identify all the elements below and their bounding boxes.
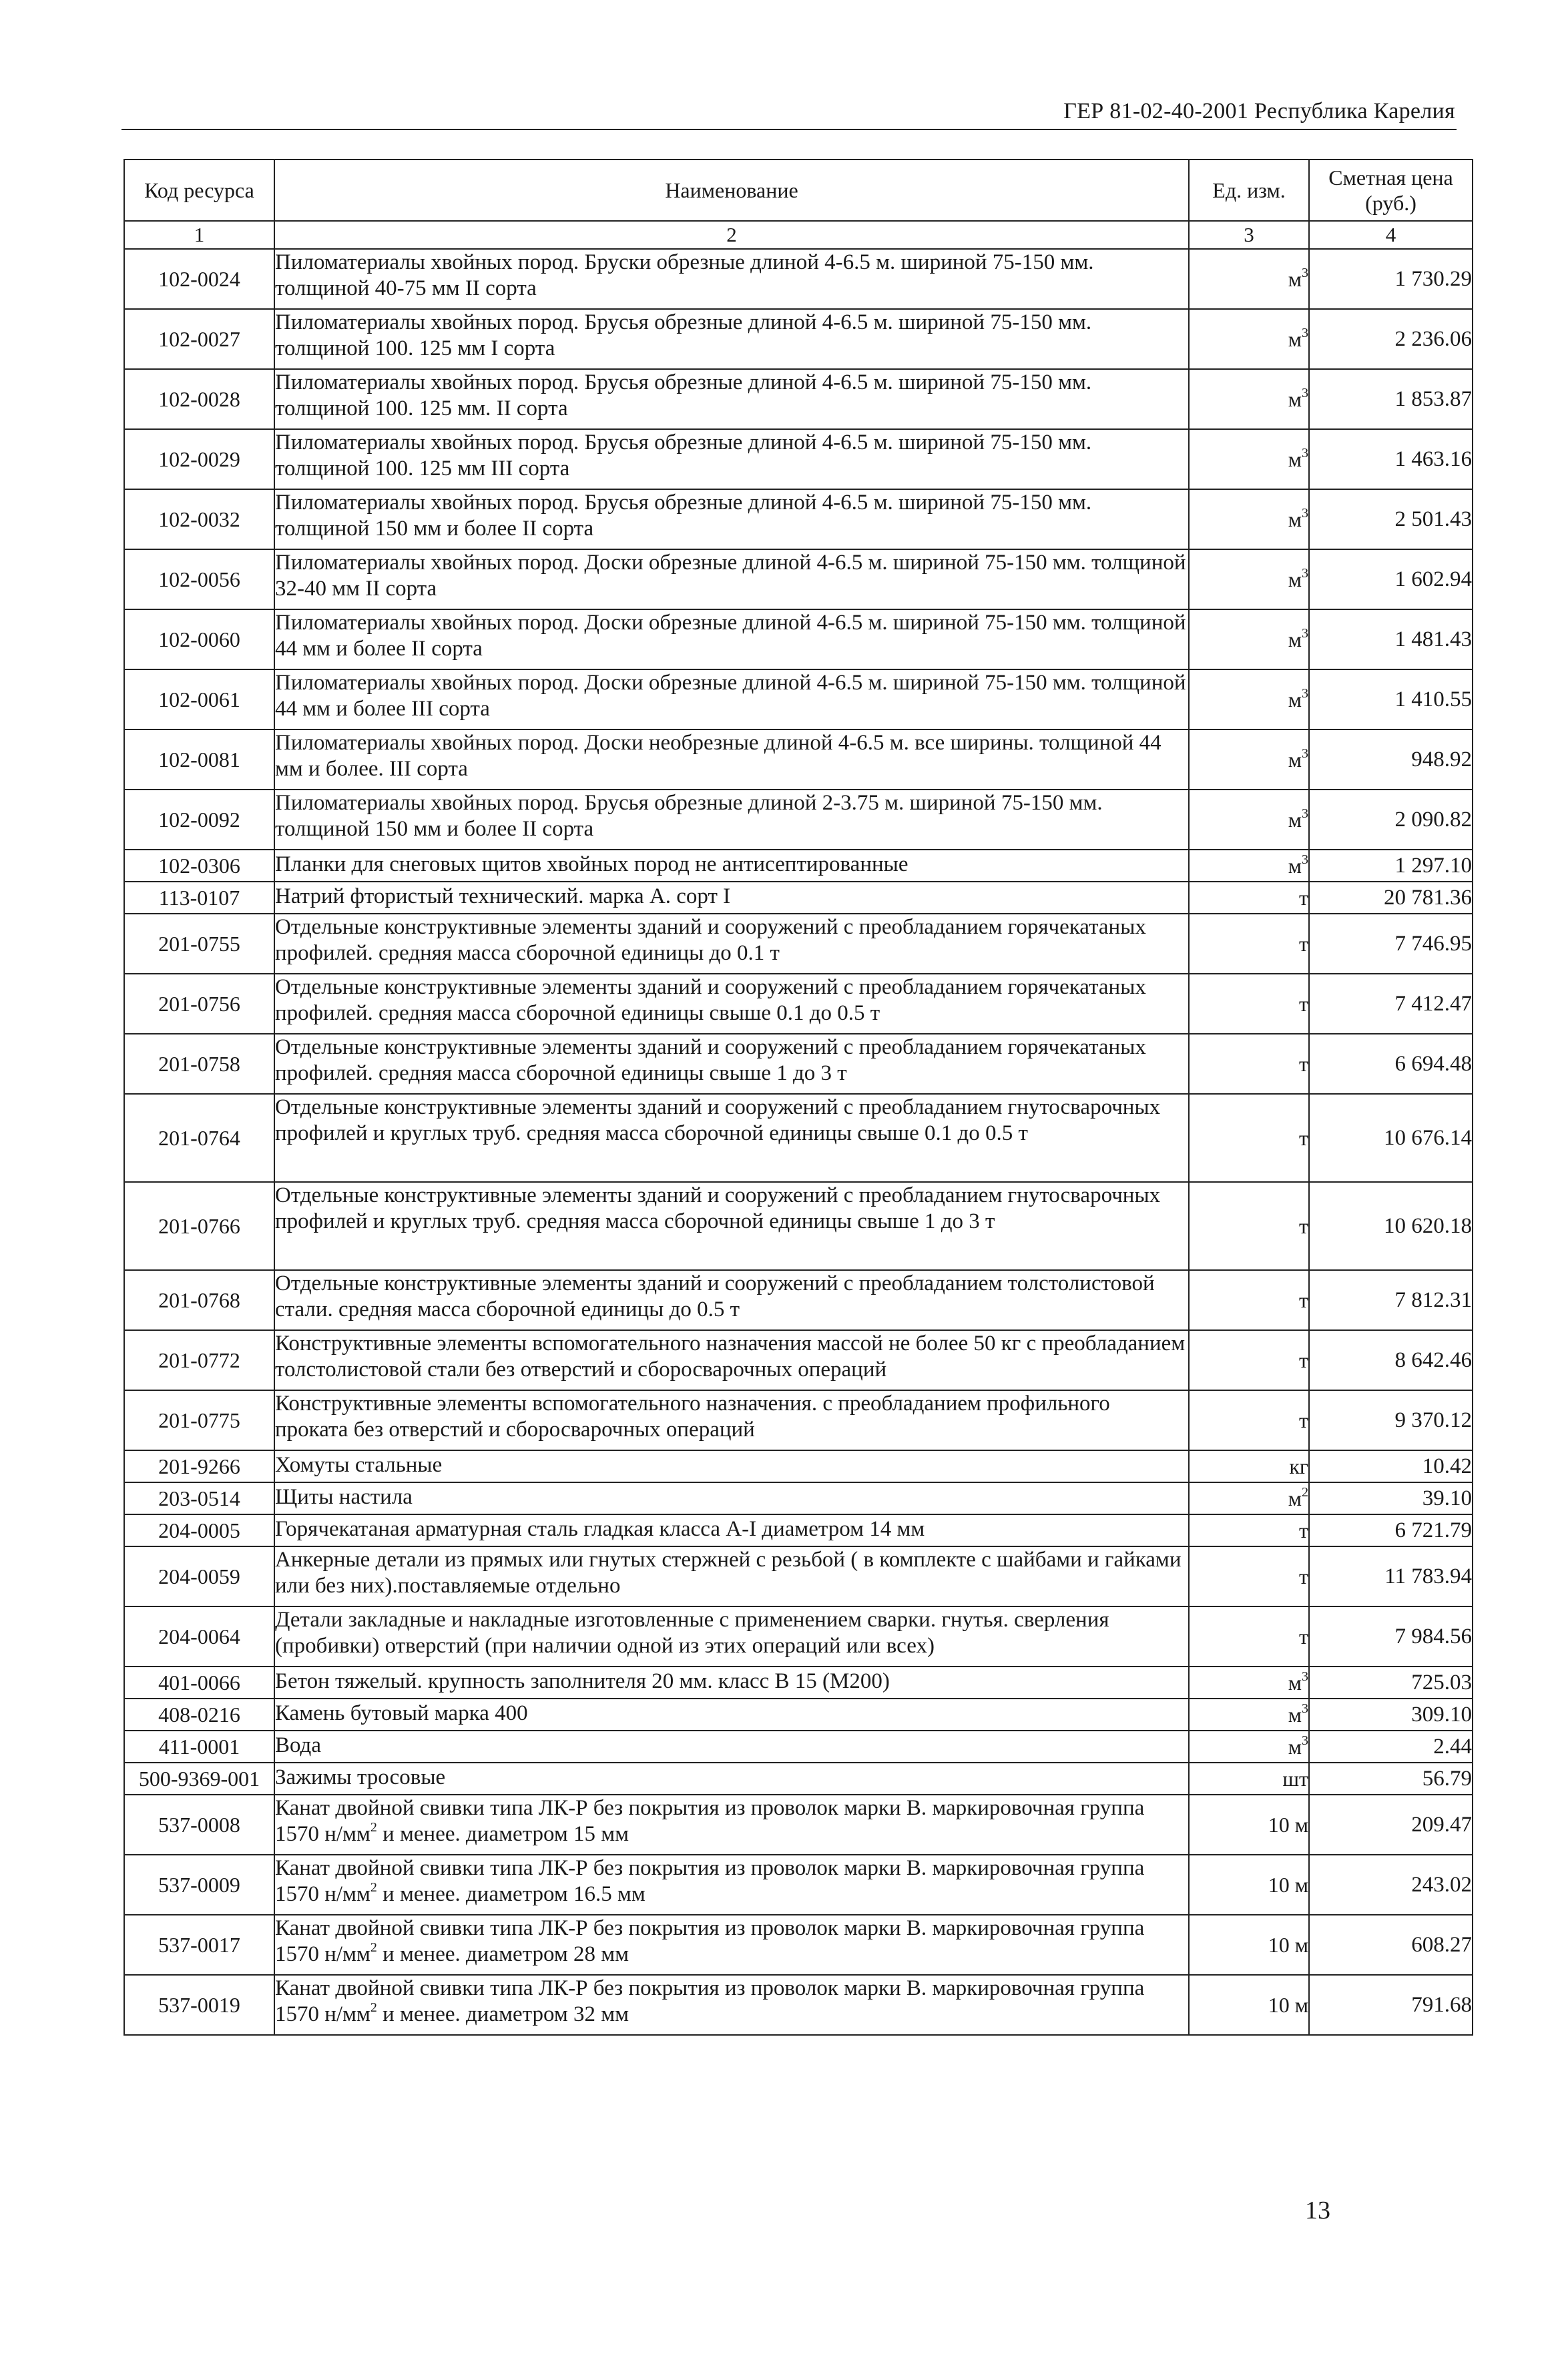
estimated-price: 1 481.43 <box>1309 609 1473 669</box>
unit-text: т <box>1299 1518 1308 1542</box>
unit-text: т <box>1299 1624 1308 1649</box>
resource-code: 537-0017 <box>124 1915 274 1975</box>
resource-code: 204-0059 <box>124 1546 274 1606</box>
unit-exponent: 2 <box>370 2000 377 2015</box>
resource-code: 102-0306 <box>124 850 274 882</box>
resource-code: 102-0061 <box>124 669 274 729</box>
table-row <box>124 850 1473 882</box>
unit-exponent: 3 <box>1302 1669 1308 1684</box>
column-number: 1 <box>124 221 274 249</box>
table-row <box>124 1450 1473 1482</box>
table-row <box>124 1546 1473 1606</box>
resource-code: 201-0766 <box>124 1182 274 1270</box>
unit-of-measure <box>1189 1182 1309 1270</box>
table-row <box>124 1270 1473 1330</box>
resource-name: Горячекатаная арматурная сталь гладкая класса А-I диаметром 14 мм <box>274 1514 1189 1546</box>
unit-of-measure <box>1189 1975 1309 2035</box>
table-row <box>124 914 1473 974</box>
unit-of-measure <box>1189 1034 1309 1094</box>
unit-exponent: 2 <box>370 1880 377 1895</box>
resource-code: 401-0066 <box>124 1667 274 1699</box>
estimated-price: 8 642.46 <box>1309 1330 1473 1390</box>
unit-text: т <box>1299 885 1308 910</box>
resource-code: 411-0001 <box>124 1731 274 1763</box>
estimated-price: 1 602.94 <box>1309 549 1473 609</box>
unit-text: т <box>1299 1051 1308 1076</box>
unit-of-measure <box>1189 914 1309 974</box>
unit-exponent: 3 <box>1302 505 1308 521</box>
unit-text: м <box>1288 853 1302 878</box>
resource-name-text: и менее. диаметром 32 мм <box>376 2002 629 2026</box>
resource-code: 102-0027 <box>124 309 274 369</box>
unit-text: т <box>1299 1125 1308 1150</box>
resource-name: Отдельные конструктивные элементы зданий и сооружений с преобладанием гнутосварочных профилей и круглых труб. средняя масса сборочной единицы свыше 1 до 3 т <box>274 1182 1189 1270</box>
table-row <box>124 369 1473 429</box>
table-row <box>124 1855 1473 1915</box>
resource-name: Отдельные конструктивные элементы зданий и сооружений с преобладанием толстолистовой стали. средняя масса сборочной единицы до 0.5 т <box>274 1270 1189 1330</box>
resource-code: 537-0019 <box>124 1975 274 2035</box>
estimated-price: 11 783.94 <box>1309 1546 1473 1606</box>
unit-text: м <box>1288 627 1302 651</box>
resource-code: 201-0758 <box>124 1034 274 1094</box>
estimated-price: 6 721.79 <box>1309 1514 1473 1546</box>
resource-name: Камень бутовый марка 400 <box>274 1699 1189 1731</box>
estimated-price: 10.42 <box>1309 1450 1473 1482</box>
unit-of-measure <box>1189 1390 1309 1450</box>
table-row <box>124 489 1473 549</box>
resource-name: Конструктивные элементы вспомогательного назначения массой не более 50 кг с преобладанием толстолистовой стали без отверстий и сборосварочных операций <box>274 1330 1189 1390</box>
resource-code: 204-0064 <box>124 1606 274 1667</box>
resource-name-text: и менее. диаметром 15 мм <box>376 1822 629 1846</box>
resource-name: Конструктивные элементы вспомогательного назначения. с преобладанием профильного проката без отверстий и сборосварочных операций <box>274 1390 1189 1450</box>
estimated-price: 6 694.48 <box>1309 1034 1473 1094</box>
table-row <box>124 790 1473 850</box>
estimated-price: 10 620.18 <box>1309 1182 1473 1270</box>
resource-name: Отдельные конструктивные элементы зданий и сооружений с преобладанием гнутосварочных профилей и круглых труб. средняя масса сборочной единицы свыше 0.1 до 0.5 т <box>274 1094 1189 1182</box>
resource-code: 201-0755 <box>124 914 274 974</box>
resource-name: Детали закладные и накладные изготовленные с применением сварки. гнутья. сверления (пробивки) отверстий (при наличии одной из этих операций или всех) <box>274 1606 1189 1667</box>
unit-of-measure <box>1189 429 1309 489</box>
resource-name: Пиломатериалы хвойных пород. Бруски обрезные длиной 4-6.5 м. шириной 75-150 мм. толщиной 40-75 мм II сорта <box>274 249 1189 309</box>
resource-name: Зажимы тросовые <box>274 1763 1189 1795</box>
unit-of-measure <box>1189 882 1309 914</box>
unit-text: т <box>1299 931 1308 956</box>
resource-code: 113-0107 <box>124 882 274 914</box>
table-body <box>124 249 1473 2035</box>
resource-code: 201-0764 <box>124 1094 274 1182</box>
unit-of-measure <box>1189 609 1309 669</box>
unit-of-measure <box>1189 1915 1309 1975</box>
resource-code: 102-0056 <box>124 549 274 609</box>
unit-of-measure <box>1189 850 1309 882</box>
resource-name-text: Канат двойной свивки типа ЛК-Р без покрытия из проволок марки В. маркировочная группа 1570 н/мм <box>275 1976 1145 2026</box>
estimated-price: 1 410.55 <box>1309 669 1473 729</box>
column-number: 3 <box>1189 221 1309 249</box>
resource-name: Натрий фтористый технический. марка А. сорт I <box>274 882 1189 914</box>
unit-of-measure <box>1189 1546 1309 1606</box>
table-row <box>124 429 1473 489</box>
unit-text: т <box>1299 1348 1308 1372</box>
unit-exponent: 3 <box>1302 1701 1308 1716</box>
unit-of-measure <box>1189 369 1309 429</box>
resource-name: Хомуты стальные <box>274 1450 1189 1482</box>
table-row <box>124 1667 1473 1699</box>
unit-text: т <box>1299 1408 1308 1432</box>
resource-code: 102-0024 <box>124 249 274 309</box>
unit-text: м <box>1288 1486 1302 1510</box>
unit-text: 10 м <box>1268 1812 1308 1837</box>
resource-name: Пиломатериалы хвойных пород. Доски обрезные длиной 4-6.5 м. шириной 75-150 мм. толщиной 44 мм и более III сорта <box>274 669 1189 729</box>
unit-text: т <box>1299 1564 1308 1588</box>
table-row <box>124 669 1473 729</box>
table-row <box>124 1699 1473 1731</box>
resource-code: 203-0514 <box>124 1482 274 1514</box>
unit-text: кг <box>1289 1454 1308 1478</box>
unit-of-measure <box>1189 729 1309 790</box>
resource-code: 201-0772 <box>124 1330 274 1390</box>
estimated-price: 309.10 <box>1309 1699 1473 1731</box>
unit-exponent: 3 <box>1302 852 1308 867</box>
resource-name: Пиломатериалы хвойных пород. Брусья обрезные длиной 4-6.5 м. шириной 75-150 мм. толщиной 150 мм и более II сорта <box>274 489 1189 549</box>
resource-name: Щиты настила <box>274 1482 1189 1514</box>
table-row <box>124 1330 1473 1390</box>
unit-exponent: 3 <box>1302 445 1308 461</box>
table-row <box>124 1975 1473 2035</box>
unit-of-measure <box>1189 1855 1309 1915</box>
estimated-price: 948.92 <box>1309 729 1473 790</box>
unit-exponent: 2 <box>1302 1484 1308 1500</box>
unit-text: т <box>1299 991 1308 1016</box>
table-row <box>124 1514 1473 1546</box>
estimated-price: 7 746.95 <box>1309 914 1473 974</box>
resource-code: 102-0092 <box>124 790 274 850</box>
resource-code: 102-0032 <box>124 489 274 549</box>
unit-text: м <box>1288 807 1302 832</box>
unit-text: м <box>1288 507 1302 531</box>
estimated-price: 7 412.47 <box>1309 974 1473 1034</box>
unit-text: м <box>1288 266 1302 291</box>
unit-exponent: 3 <box>1302 325 1308 340</box>
resource-name: Анкерные детали из прямых или гнутых стержней с резьбой ( в комплекте с шайбами и гайками или без них).поставляемые отдельно <box>274 1546 1189 1606</box>
estimated-price: 209.47 <box>1309 1795 1473 1855</box>
unit-exponent: 3 <box>1302 685 1308 701</box>
unit-of-measure <box>1189 1731 1309 1763</box>
unit-text: м <box>1288 1670 1302 1695</box>
table-row <box>124 1094 1473 1182</box>
resource-name: Планки для снеговых щитов хвойных пород не антисептированные <box>274 850 1189 882</box>
resource-name-text: Канат двойной свивки типа ЛК-Р без покрытия из проволок марки В. маркировочная группа 1570 н/мм <box>275 1856 1145 1906</box>
resource-price-table <box>123 159 1473 2036</box>
column-number: 2 <box>274 221 1189 249</box>
resource-code: 201-0775 <box>124 1390 274 1450</box>
estimated-price: 608.27 <box>1309 1915 1473 1975</box>
resource-code: 102-0029 <box>124 429 274 489</box>
resource-name: Отдельные конструктивные элементы зданий и сооружений с преобладанием горячекатаных профилей. средняя масса сборочной единицы свыше 1 до 3 т <box>274 1034 1189 1094</box>
resource-name: Пиломатериалы хвойных пород. Доски обрезные длиной 4-6.5 м. шириной 75-150 мм. толщиной 44 мм и более II сорта <box>274 609 1189 669</box>
estimated-price: 1 853.87 <box>1309 369 1473 429</box>
unit-exponent: 3 <box>1302 806 1308 821</box>
table-row <box>124 1915 1473 1975</box>
estimated-price: 2 501.43 <box>1309 489 1473 549</box>
unit-text: м <box>1288 447 1302 471</box>
resource-name: Отдельные конструктивные элементы зданий и сооружений с преобладанием горячекатаных профилей. средняя масса сборочной единицы свыше 0.1 до 0.5 т <box>274 974 1189 1034</box>
table-row <box>124 882 1473 914</box>
unit-of-measure <box>1189 1514 1309 1546</box>
table-row <box>124 1606 1473 1667</box>
unit-text: 10 м <box>1268 1872 1308 1897</box>
unit-of-measure <box>1189 489 1309 549</box>
header-price: Сметная цена (руб.) <box>1309 160 1473 221</box>
resource-name: Пиломатериалы хвойных пород. Брусья обрезные длиной 2-3.75 м. шириной 75-150 мм. толщиной 150 мм и более II сорта <box>274 790 1189 850</box>
estimated-price: 2.44 <box>1309 1731 1473 1763</box>
resource-name: Вода <box>274 1731 1189 1763</box>
unit-text: м <box>1288 747 1302 772</box>
resource-name <box>274 1975 1189 2035</box>
resource-name-text: и менее. диаметром 28 мм <box>376 1942 629 1966</box>
estimated-price: 39.10 <box>1309 1482 1473 1514</box>
resource-name: Пиломатериалы хвойных пород. Доски обрезные длиной 4-6.5 м. шириной 75-150 мм. толщиной 32-40 мм II сорта <box>274 549 1189 609</box>
resource-name <box>274 1795 1189 1855</box>
estimated-price: 10 676.14 <box>1309 1094 1473 1182</box>
unit-text: м <box>1288 687 1302 711</box>
estimated-price: 9 370.12 <box>1309 1390 1473 1450</box>
unit-exponent: 3 <box>1302 565 1308 581</box>
document-header-title: ГЕР 81-02-40-2001 Республика Карелия <box>1063 99 1455 123</box>
header-name: Наименование <box>274 160 1189 221</box>
estimated-price: 1 730.29 <box>1309 249 1473 309</box>
estimated-price: 7 984.56 <box>1309 1606 1473 1667</box>
table-row <box>124 309 1473 369</box>
unit-exponent: 2 <box>370 1820 377 1835</box>
unit-text: 10 м <box>1268 1932 1308 1957</box>
resource-name: Бетон тяжелый. крупность заполнителя 20 мм. класс В 15 (М200) <box>274 1667 1189 1699</box>
estimated-price: 1 297.10 <box>1309 850 1473 882</box>
unit-text: м <box>1288 326 1302 351</box>
estimated-price: 1 463.16 <box>1309 429 1473 489</box>
table-row <box>124 1482 1473 1514</box>
unit-of-measure <box>1189 1094 1309 1182</box>
unit-of-measure <box>1189 309 1309 369</box>
unit-of-measure <box>1189 790 1309 850</box>
resource-name-text: и менее. диаметром 16.5 мм <box>376 1882 645 1906</box>
unit-text: 10 м <box>1268 1992 1308 2017</box>
estimated-price: 2 090.82 <box>1309 790 1473 850</box>
resource-code: 201-0756 <box>124 974 274 1034</box>
unit-text: м <box>1288 386 1302 411</box>
unit-of-measure <box>1189 1667 1309 1699</box>
unit-exponent: 3 <box>1302 265 1308 280</box>
estimated-price: 791.68 <box>1309 1975 1473 2035</box>
unit-of-measure <box>1189 1795 1309 1855</box>
table-row <box>124 1731 1473 1763</box>
unit-text: т <box>1299 1287 1308 1312</box>
unit-of-measure <box>1189 1606 1309 1667</box>
unit-of-measure <box>1189 1482 1309 1514</box>
resource-name-text: Канат двойной свивки типа ЛК-Р без покрытия из проволок марки В. маркировочная группа 1570 н/мм <box>275 1796 1145 1846</box>
unit-exponent: 3 <box>1302 746 1308 761</box>
estimated-price: 243.02 <box>1309 1855 1473 1915</box>
unit-of-measure <box>1189 974 1309 1034</box>
resource-code: 102-0028 <box>124 369 274 429</box>
resource-name <box>274 1855 1189 1915</box>
resource-name-text: Канат двойной свивки типа ЛК-Р без покрытия из проволок марки В. маркировочная группа 1570 н/мм <box>275 1916 1145 1966</box>
table-row <box>124 549 1473 609</box>
resource-name: Пиломатериалы хвойных пород. Брусья обрезные длиной 4-6.5 м. шириной 75-150 мм. толщиной 100. 125 мм I сорта <box>274 309 1189 369</box>
estimated-price: 2 236.06 <box>1309 309 1473 369</box>
unit-of-measure <box>1189 549 1309 609</box>
unit-of-measure <box>1189 1270 1309 1330</box>
resource-code: 201-0768 <box>124 1270 274 1330</box>
header-unit: Ед. изм. <box>1189 160 1309 221</box>
table-row <box>124 609 1473 669</box>
header-code: Код ресурса <box>124 160 274 221</box>
unit-text: м <box>1288 1734 1302 1759</box>
table-row <box>124 1795 1473 1855</box>
resource-code: 102-0060 <box>124 609 274 669</box>
resource-name: Пиломатериалы хвойных пород. Доски необрезные длиной 4-6.5 м. все ширины. толщиной 44 мм и более. III сорта <box>274 729 1189 790</box>
table-row <box>124 974 1473 1034</box>
resource-code: 537-0008 <box>124 1795 274 1855</box>
table-row <box>124 249 1473 309</box>
unit-of-measure <box>1189 669 1309 729</box>
table-row <box>124 1390 1473 1450</box>
unit-of-measure <box>1189 1763 1309 1795</box>
unit-exponent: 3 <box>1302 625 1308 641</box>
table-row <box>124 1182 1473 1270</box>
resource-code: 408-0216 <box>124 1699 274 1731</box>
resource-code: 102-0081 <box>124 729 274 790</box>
estimated-price: 20 781.36 <box>1309 882 1473 914</box>
table-row <box>124 729 1473 790</box>
unit-exponent: 2 <box>370 1940 377 1955</box>
resource-code: 201-9266 <box>124 1450 274 1482</box>
unit-of-measure <box>1189 249 1309 309</box>
unit-text: т <box>1299 1213 1308 1238</box>
unit-exponent: 3 <box>1302 1733 1308 1748</box>
unit-text: м <box>1288 567 1302 591</box>
resource-name <box>274 1915 1189 1975</box>
unit-of-measure <box>1189 1450 1309 1482</box>
unit-text: шт <box>1282 1766 1308 1791</box>
unit-text: м <box>1288 1702 1302 1727</box>
estimated-price: 7 812.31 <box>1309 1270 1473 1330</box>
table-row <box>124 1763 1473 1795</box>
estimated-price: 725.03 <box>1309 1667 1473 1699</box>
resource-name: Пиломатериалы хвойных пород. Брусья обрезные длиной 4-6.5 м. шириной 75-150 мм. толщиной 100. 125 мм. II сорта <box>274 369 1189 429</box>
resource-code: 204-0005 <box>124 1514 274 1546</box>
resource-code: 537-0009 <box>124 1855 274 1915</box>
page-number: 13 <box>1305 2196 1330 2224</box>
header-divider <box>121 129 1457 130</box>
unit-of-measure <box>1189 1330 1309 1390</box>
table-row <box>124 1034 1473 1094</box>
unit-of-measure <box>1189 1699 1309 1731</box>
resource-code: 500-9369-001 <box>124 1763 274 1795</box>
column-number: 4 <box>1309 221 1473 249</box>
resource-name: Пиломатериалы хвойных пород. Брусья обрезные длиной 4-6.5 м. шириной 75-150 мм. толщиной 100. 125 мм III сорта <box>274 429 1189 489</box>
unit-exponent: 3 <box>1302 385 1308 400</box>
estimated-price: 56.79 <box>1309 1763 1473 1795</box>
resource-name: Отдельные конструктивные элементы зданий и сооружений с преобладанием горячекатаных профилей. средняя масса сборочной единицы до 0.1 т <box>274 914 1189 974</box>
